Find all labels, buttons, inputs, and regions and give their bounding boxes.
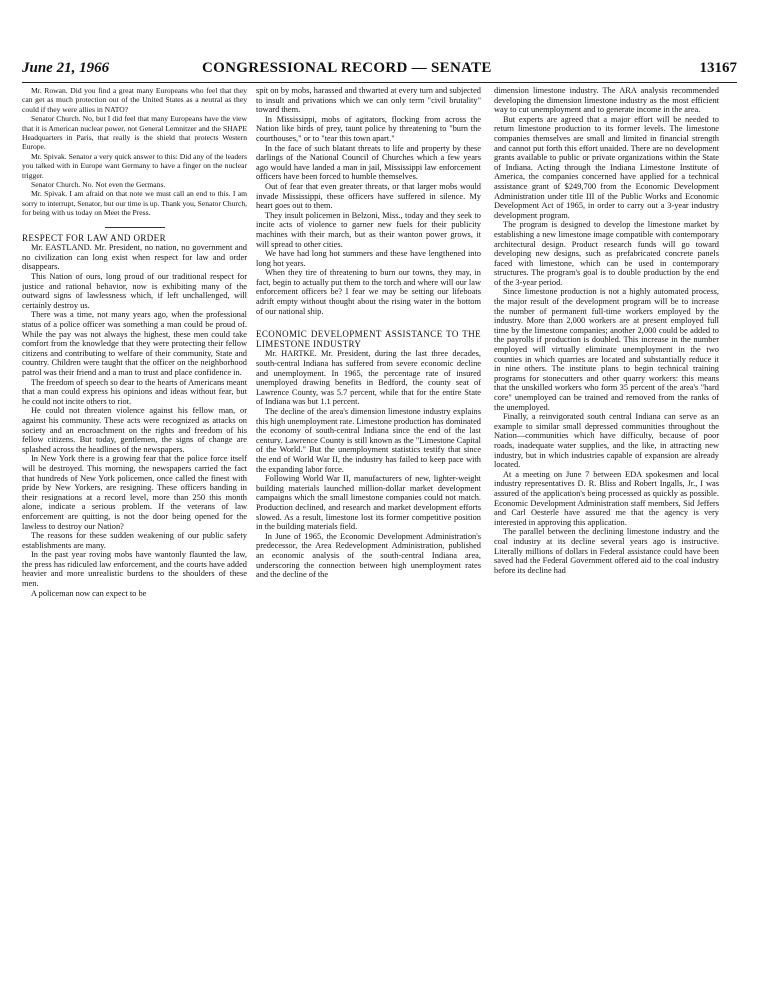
column-3: [494, 86, 719, 981]
section-separator: [105, 227, 165, 228]
paragraph: They insult policemen in Belzoni, Miss., today and they seek to incite acts of violence to garner new fuels for their publicity machines with their march, but as their wanton power grows, it will spread to other cities.: [256, 210, 481, 249]
paragraph: Senator Church. No. Not even the Germans.: [31, 180, 166, 190]
page-header: [22, 60, 737, 80]
paragraph: dimension limestone industry. The ARA analysis recommended developing the dimension limestone industry as the most efficient way to cut unemployment and to generate income in the area.: [494, 86, 719, 115]
paragraph: In June of 1965, the Economic Development Administration's predecessor, the Area Redevelopment Administration, published an economic analysis of the south-central Indiana area, underscoring the connection between high unemployment rates and the decline of the: [256, 531, 481, 580]
header-date: June 21, 1966: [22, 60, 110, 76]
header-title: CONGRESSIONAL RECORD — SENATE: [202, 60, 492, 76]
section-heading: RESPECT FOR LAW AND ORDER: [22, 232, 166, 243]
paragraph: spit on by mobs, harassed and thwarted at every turn and subjected to insult and privations which we can only term "civil brutality" toward them.: [256, 86, 481, 115]
paragraph: A policeman now can expect to be: [31, 588, 147, 598]
paragraph: Senator Church. No, but I did feel that many Europeans have the view that it is American nuclear power, not General Lemnitzer and the SHAPE Headquarters in Paris, that really is the shield that protects Western Europe.: [22, 114, 247, 152]
paragraph: Mr. HARTKE. Mr. President, during the last three decades, south-central Indiana has suffered from severe economic decline and unemployment. In 1965, the percentage rate of insured unemployed drawing benefits in Bedford, the county seat of Lawrence County, was 5.7 percent, while that for the entire State of Indiana was but 1.1 percent.: [256, 349, 481, 407]
paragraph: Following World War II, manufacturers of new, lighter-weight building materials launched million-dollar market development campaigns which the small limestone companies could not match. Production declined, and research and market development efforts slowed. As a result, limestone lost its former competitive position in the building materials field.: [256, 474, 481, 532]
paragraph: Out of fear that even greater threats, or that larger mobs would invade Mississippi, these officers have suffered in silence. My heart goes out to them.: [256, 181, 481, 211]
paragraph: In New York there is a growing fear that the police force itself will be destroyed. This morning, the newspapers carried the fact that hundreds of New York policemen, once called the finest with pride by New Yorkers, are resigning. These officers handing in their resignations at a record level, more than 250 this month alone, indicate a serious problem. If the veterans of law enforcement are quitting, is not the door being opened for the lawless to destroy our Nation?: [22, 454, 247, 531]
paragraph: When they tire of threatening to burn our towns, they may, in fact, begin to actually put them to the torch and where will our law enforcement officers be? I fear we may be setting our lifeboats adrift empty without thought about the rising water in the bottom of our national ship.: [256, 268, 481, 316]
document-page: [22, 60, 737, 985]
paragraph: Mr. Spivak. Senator a very quick answer to this: Did any of the leaders you talked with in Europe want Germany to have a finger on the nuclear trigger.: [22, 151, 247, 180]
paragraph: Mr. Rowan. Did you find a great many Europeans who feel that they can get as much protection out of the United States as a neutral as they could if they were allies in NATO?: [22, 86, 247, 114]
paragraph: In the face of such blatant threats to life and property by these darlings of the National Council of Churches which a few years ago would have landed a man in jail, Mississippi law enforcement officers have been forced to humble themselves.: [256, 143, 481, 182]
paragraph: The decline of the area's dimension limestone industry explains this high unemployment rate. Limestone production has dominated the economy of south-central Indiana since the end of the last century. Lawrence County is still known as the "Limestone Capital of the World." But the unemployment statistics testify that since the end of World War II, the industry has failed to keep pace with the expanding labor force.: [256, 407, 481, 474]
paragraph: We have had long hot summers and these have lengthened into long hot years.: [256, 249, 481, 268]
paragraph: This Nation of ours, long proud of our traditional respect for justice and rational behavior, now is exhibiting many of the outward signs of lawlessness which, if left unchallenged, will certainly destroy us.: [22, 272, 247, 310]
paragraph: There was a time, not many years ago, when the professional status of a police officer was something a man could be proud of. While the pay was not always the highest, these men could take comfort from the knowledge that they were protecting their fellow citizens and contributing to welfare of their community, State and country. Children were taught that the officer on the neighborhood patrol was their friend and a man to trust and place confidence in.: [22, 310, 247, 377]
paragraph: At a meeting on June 7 between EDA spokesmen and local industry representatives D. R. Bliss and Robert Ingalls, Jr., I was assured of the application's being processed as quickly as possible. Economic Development Administration staff members, Sid Jeffers and Carl Oesterle have assured me that the agency is very interested in approving this application.: [494, 469, 719, 527]
header-rule: [22, 82, 737, 83]
paragraph: The program is designed to develop the limestone market by establishing a new limestone image compatible with contemporary architectural design. Product research funds will go toward developing new designs, such as prefabricated concrete panels faced with limestone, which can be used in contemporary structures. The program's goal is to double production by the end of the 3-year period.: [494, 220, 719, 287]
paragraph: But experts are agreed that a major effort will be needed to return limestone production to its former levels. The limestone companies themselves are small and limited in financial strength and cannot put forth this effort unaided. There are no development grants available to public or private organizations within the State of Indiana. Acting through the Indiana Limestone Institute of America, the companies concerned have applied for a technical assistance grant of $249,700 from the Economic Development Administration under title III of the Public Works and Economic Development Act of 1965, in order to carry out a 3-year industry development program.: [494, 114, 719, 220]
paragraph: Mr. Spivak. I am afraid on that note we must call an end to this. I am sorry to interrupt, Senator, but our time is up. Thank you, Senator Church, for being with us today on Meet the Press.: [22, 189, 247, 218]
column-1: [22, 86, 247, 981]
section-heading: ECONOMIC DEVELOPMENT ASSISTANCE TO THE LIMESTONE INDUSTRY: [256, 329, 481, 349]
paragraph: The freedom of speech so dear to the hearts of Americans meant that a man could express his opinions and ideas without fear, but he could not incite others to riot.: [22, 377, 247, 406]
paragraph: Finally, a reinvigorated south central Indiana can serve as an example to similar small depressed communities throughout the Nation—communities which have difficulty, because of poor roads, inadequate water supplies, and the like, in attracting new industry, but in which industries capable of expansion are already located.: [494, 412, 719, 470]
paragraph: The parallel between the declining limestone industry and the coal industry at its decline several years ago is instructive. Literally millions of dollars in Federal assistance could have been saved had the Federal Government offered aid to the coal industry before its decline had: [494, 527, 719, 575]
paragraph: He could not threaten violence against his fellow man, or against his community. These acts were recognized as attacks on society and an encroachment on the rights and freedom of his fellow citizens. But today, gentlemen, the signs of change are splashed across the headlines of the newspapers.: [22, 406, 247, 454]
paragraph: In Mississippi, mobs of agitators, flocking from across the Nation like birds of prey, taunt police by threatening to "burn the courthouses," or to "tear this town apart.": [256, 114, 481, 143]
paragraph: In the past year roving mobs have wantonly flaunted the law, the press has ridiculed law enforcement, and the courts have added heavier and more unrealistic burdens to the shoulders of these men.: [22, 550, 247, 589]
column-2: [256, 86, 481, 981]
paragraph: The reasons for these sudden weakening of our public safety establishments are many.: [22, 531, 247, 550]
header-page-number: 13167: [699, 60, 737, 76]
paragraph: Mr. EASTLAND. Mr. President, no nation, no government and no civilization can long exist when respect for law and order disappears.: [22, 243, 247, 272]
paragraph: Since limestone production is not a highly automated process, the major result of the development program will be to increase the number of permanent full-time workers employed by the industry. More than 2,000 workers are at present employed full time by the limestone companies; another 2,000 could be added to the payrolls if production is doubled. This increase in the number employed will virtually eliminate unemployment in the two counties in which quarries are located and substantially reduce it in nine others. The institute plans to begin technical training programs for stonecutters and other quarry workers: this means that the unskilled workers who form 35 percent of the area's "hard core" unemployed can be trained and removed from the ranks of the unemployed.: [494, 287, 719, 412]
